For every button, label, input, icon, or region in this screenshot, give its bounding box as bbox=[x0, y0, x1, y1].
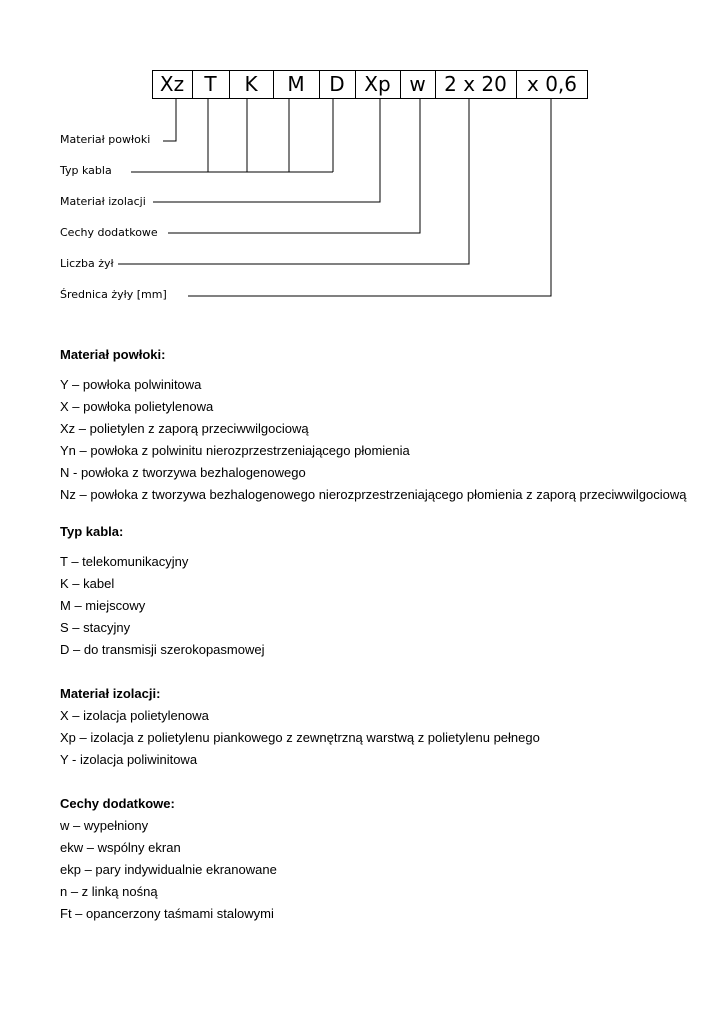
list-item: X – izolacja polietylenowa bbox=[60, 708, 209, 723]
list-item: K – kabel bbox=[60, 576, 115, 591]
list-item: X – powłoka polietylenowa bbox=[60, 399, 214, 414]
list-item: M – miejscowy bbox=[60, 598, 146, 613]
list-item: n – z linką nośną bbox=[60, 884, 158, 899]
list-item: ekp – pary indywidualnie ekranowane bbox=[60, 862, 277, 877]
code-part-diameter: x 0,6 bbox=[527, 72, 577, 96]
list-item: N - powłoka z tworzywa bezhalogenowego bbox=[60, 465, 306, 480]
section-title-cechy-dodatkowe: Cechy dodatkowe: bbox=[60, 796, 175, 811]
code-part-m: M bbox=[287, 72, 305, 96]
code-part-xp: Xp bbox=[364, 72, 391, 96]
code-part-w: w bbox=[409, 72, 426, 96]
code-part-d: D bbox=[329, 72, 345, 96]
section-title-material-powloki: Materiał powłoki: bbox=[60, 347, 166, 362]
list-item: Xp – izolacja z polietylenu piankowego z zewnętrzną warstwą z polietylenu pełnego bbox=[60, 730, 540, 745]
list-item: Y – powłoka polwinitowa bbox=[60, 377, 202, 392]
leader-cechy-dodatkowe bbox=[168, 99, 420, 233]
label-typ-kabla: Typ kabla bbox=[60, 164, 112, 177]
label-liczba-zyl: Liczba żył bbox=[60, 257, 114, 270]
label-material-izolacji: Materiał izolacji bbox=[60, 195, 146, 208]
list-item: ekw – wspólny ekran bbox=[60, 840, 181, 855]
label-srednica-zyly: Średnica żyły [mm] bbox=[60, 288, 167, 301]
list-item: S – stacyjny bbox=[60, 620, 131, 635]
label-cechy-dodatkowe: Cechy dodatkowe bbox=[60, 226, 158, 239]
section-title-typ-kabla: Typ kabla: bbox=[60, 524, 124, 539]
code-part-xz: Xz bbox=[159, 72, 185, 96]
leader-material-izolacji bbox=[153, 99, 380, 202]
code-part-k: K bbox=[244, 72, 258, 96]
leader-liczba-zyl bbox=[118, 99, 469, 264]
list-item: w – wypełniony bbox=[60, 818, 149, 833]
section-title-material-izolacji: Materiał izolacji: bbox=[60, 686, 161, 701]
list-item: D – do transmisji szerokopasmowej bbox=[60, 642, 265, 657]
list-item: Nz – powłoka z tworzywa bezhalogenowego nierozprzestrzeniającego płomienia z zaporą przeciwwilgociową bbox=[60, 487, 687, 502]
leader-material-powloki bbox=[163, 99, 176, 141]
list-item: Ft – opancerzony taśmami stalowymi bbox=[60, 906, 274, 921]
list-item: Y - izolacja poliwinitowa bbox=[60, 752, 198, 767]
label-material-powloki: Materiał powłoki bbox=[60, 133, 151, 146]
code-part-count: 2 x 20 bbox=[444, 72, 507, 96]
list-item: Yn – powłoka z polwinitu nierozprzestrzeniającego płomienia bbox=[60, 443, 410, 458]
list-item: T – telekomunikacyjny bbox=[60, 554, 189, 569]
code-part-t: T bbox=[204, 72, 217, 96]
list-item: Xz – polietylen z zaporą przeciwwilgociową bbox=[60, 421, 309, 436]
leader-srednica-zyly bbox=[188, 99, 551, 296]
